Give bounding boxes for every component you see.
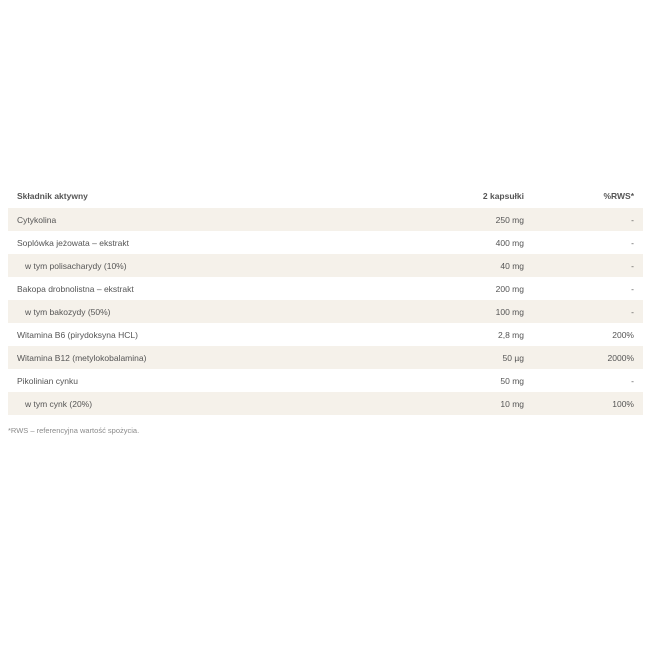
row-rws: -: [631, 214, 634, 225]
table-row: [8, 369, 643, 392]
row-rws: -: [631, 237, 634, 248]
row-dose: 50 mg: [500, 375, 524, 386]
table-header-row: [8, 184, 643, 208]
row-rws: -: [631, 375, 634, 386]
row-dose: 2,8 mg: [498, 329, 524, 340]
nutrition-table: [8, 184, 643, 415]
row-ingredient: Soplówka jeżowata – ekstrakt: [17, 237, 129, 248]
row-rws: 100%: [612, 398, 634, 409]
table-row: [8, 208, 643, 231]
row-ingredient: w tym bakozydy (50%): [25, 306, 111, 317]
header-ingredient: Składnik aktywny: [17, 191, 88, 201]
row-rws: 200%: [612, 329, 634, 340]
row-dose: 200 mg: [495, 283, 524, 294]
table-row: [8, 254, 643, 277]
row-rws: -: [631, 283, 634, 294]
table-row: [8, 346, 643, 369]
row-ingredient: Witamina B6 (pirydoksyna HCL): [17, 329, 138, 340]
row-dose: 50 µg: [502, 352, 524, 363]
row-rws: -: [631, 306, 634, 317]
row-ingredient: Pikolinian cynku: [17, 375, 78, 386]
row-dose: 400 mg: [495, 237, 524, 248]
table-row: [8, 231, 643, 254]
header-dose: 2 kapsułki: [482, 191, 524, 201]
footnote: *RWS – referencyjna wartość spożycia.: [8, 426, 140, 435]
row-ingredient: Bakopa drobnolistna – ekstrakt: [17, 283, 134, 294]
table-row: [8, 323, 643, 346]
header-rws: %RWS*: [603, 191, 634, 201]
row-ingredient: Witamina B12 (metylokobalamina): [17, 352, 147, 363]
row-dose: 40 mg: [500, 260, 524, 271]
row-rws: 2000%: [607, 352, 634, 363]
row-ingredient: w tym cynk (20%): [25, 398, 93, 409]
row-dose: 100 mg: [495, 306, 524, 317]
table-row: [8, 277, 643, 300]
table-row: [8, 392, 643, 415]
row-ingredient: Cytykolina: [17, 214, 57, 225]
row-rws: -: [631, 260, 634, 271]
row-ingredient: w tym polisacharydy (10%): [25, 260, 127, 271]
row-dose: 250 mg: [495, 214, 524, 225]
table-row: [8, 300, 643, 323]
row-dose: 10 mg: [500, 398, 524, 409]
